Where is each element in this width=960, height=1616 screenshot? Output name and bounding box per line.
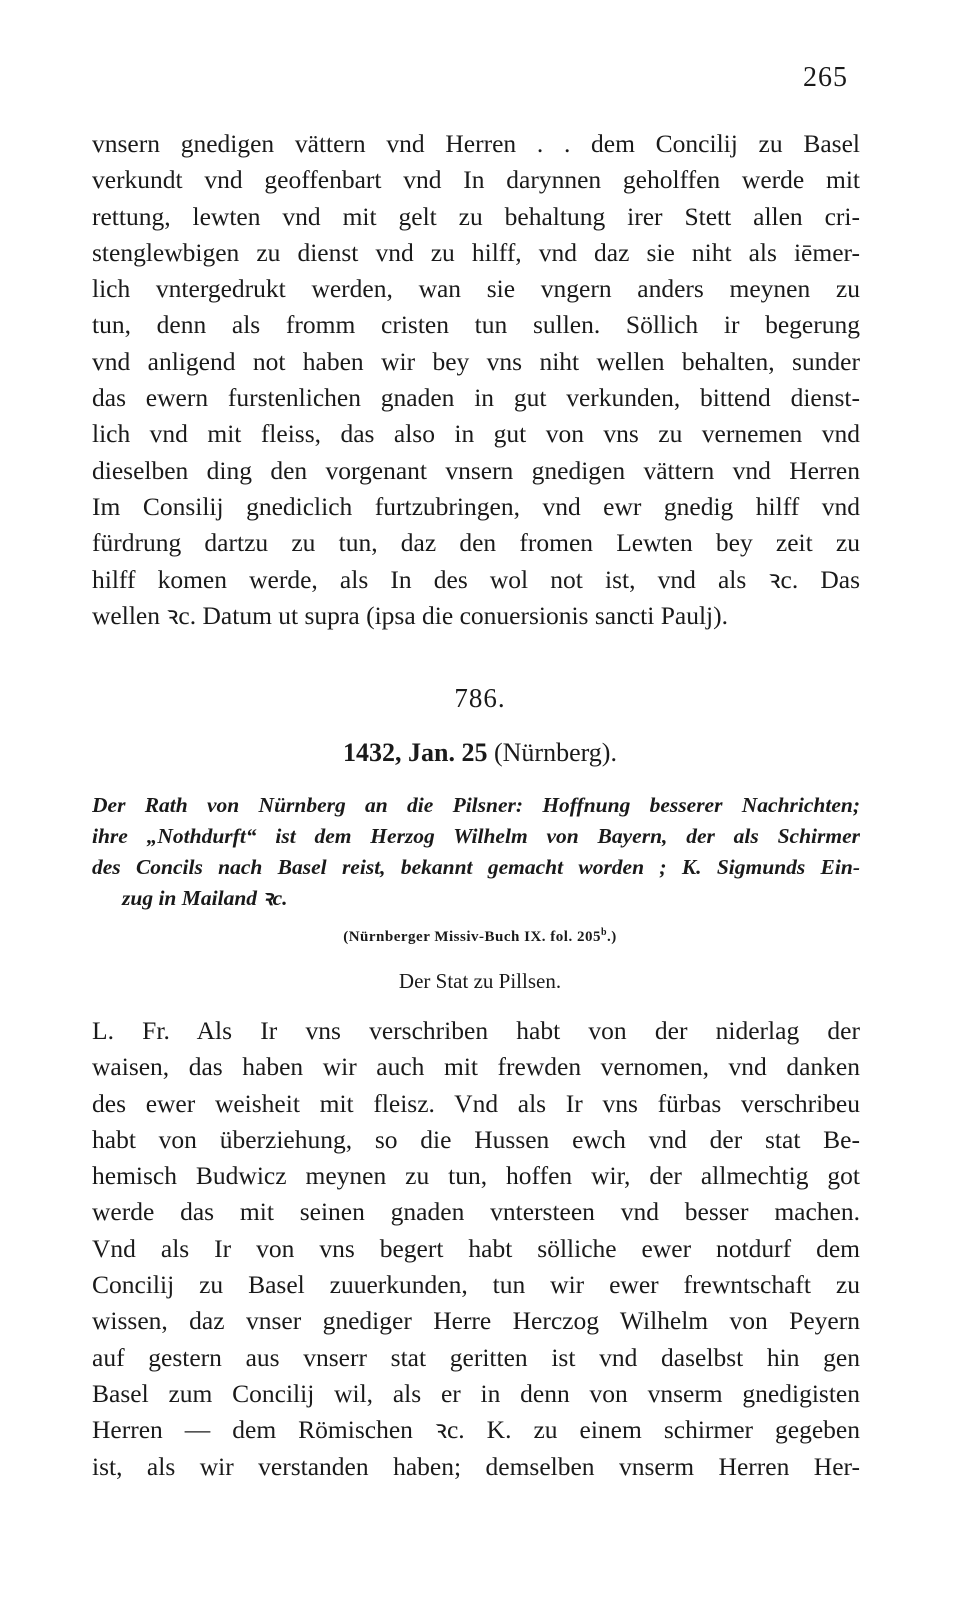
- letter-addressee: Der Stat zu Pillsen.: [398, 969, 562, 993]
- source-citation-close: .): [607, 929, 617, 945]
- text-line: lich vnd mit fleiss, das also in gut von vns zu vernemen vnd: [92, 419, 860, 449]
- text-line: L. Fr. Als Ir vns verschriben habt von der niderlag der: [92, 1016, 860, 1045]
- text-line: Der Rath von Nürnberg an die Pilsner: Hoffnung besserer Nachrichten;: [92, 793, 860, 817]
- text-line: Basel zum Concilij wil, als er in denn von vnserm gnedigisten: [92, 1378, 860, 1408]
- page-number: 265: [803, 62, 848, 93]
- text-line: Concilij zu Basel zuuerkunden, tun wir ewer frewntschaft zu: [92, 1270, 860, 1300]
- source-citation-text: (Nürnberger Missiv-Buch IX. fol. 205: [343, 929, 601, 945]
- text-line: dieselben ding den vorgenant vnsern gnedigen vättern vnd Herren: [92, 455, 860, 485]
- text-line: ihre „Nothdurft“ ist dem Herzog Wilhelm von Bayern, der als Schirmer: [92, 824, 860, 848]
- text-line: vnsern gnedigen vättern vnd Herren . . dem Concilij zu Basel: [92, 129, 860, 158]
- text-line: wissen, daz vnser gnediger Herre Herczog Wilhelm von Peyern: [92, 1306, 860, 1336]
- text-line: auf gestern aus vnserr stat geritten ist vnd daselbst hin gen: [92, 1342, 860, 1372]
- document-number: 786.: [454, 683, 506, 713]
- text-line: zug in Mailand ꝛc.: [122, 886, 288, 910]
- text-line: rettung, lewten vnd mit gelt zu behaltung irer Stett allen cri-: [92, 201, 860, 231]
- text-line: Im Consilij gnediclich furtzubringen, vnd ewr gnedig hilff vnd: [92, 491, 860, 521]
- letter-text: [92, 1013, 860, 1485]
- text-line: wellen ꝛc. Datum ut supra (ipsa die conuersionis sancti Paulj).: [92, 600, 728, 630]
- text-line: werde das mit seinen gnaden vntersteen vnd besser machen.: [92, 1197, 860, 1227]
- text-line: vnd anligend not haben wir bey vns niht wellen behalten, sunder: [92, 346, 860, 376]
- text-line: das ewern furstenlichen gnaden in gut verkunden, bittend dienst-: [92, 383, 860, 413]
- text-line: lich vntergedrukt werden, wan sie vngern anders meynen zu: [92, 274, 860, 304]
- text-line: verkundt vnd geoffenbart vnd In darynnen geholffen werde mit: [92, 165, 860, 195]
- document-date-bold: 1432, Jan. 25: [343, 738, 488, 767]
- text-line: waisen, das haben wir auch mit frewden vernomen, vnd danken: [92, 1052, 860, 1082]
- letter-text-continued: [92, 126, 860, 634]
- source-citation-superscript: b: [600, 927, 608, 938]
- text-line: tun, denn als fromm cristen tun sullen. Söllich ir begerung: [92, 310, 860, 340]
- text-line: stenglewbigen zu dienst vnd zu hilff, vnd daz sie niht als iēmer-: [92, 237, 860, 267]
- document-date: [0, 738, 960, 768]
- document-place: (Nürnberg).: [493, 738, 617, 767]
- text-line: fürdrung dartzu zu tun, daz den fromen Lewten bey zeit zu: [92, 528, 860, 558]
- text-line: hemisch Budwicz meynen zu tun, hoffen wir, der allmechtig got: [92, 1161, 860, 1191]
- text-line: habt von überziehung, so die Hussen ewch vnd der stat Be-: [92, 1124, 860, 1154]
- text-line: ist, als wir verstanden haben; demselben vnserm Herren Her-: [92, 1451, 860, 1481]
- text-line: Vnd als Ir von vns begert habt sölliche ewer notdurf dem: [92, 1233, 860, 1263]
- source-citation: [0, 927, 960, 946]
- text-line: hilff komen werde, als In des wol not ist, vnd als ꝛc. Das: [92, 564, 860, 594]
- document-summary: [92, 790, 860, 914]
- text-line: des ewer weisheit mit fleisz. Vnd als Ir vns fürbas verschribeu: [92, 1088, 860, 1118]
- text-line: Herren — dem Römischen ꝛc. K. zu einem schirmer gegeben: [92, 1415, 860, 1445]
- text-line: des Concils nach Basel reist, bekannt gemacht worden ; K. Sigmunds Ein-: [92, 855, 860, 879]
